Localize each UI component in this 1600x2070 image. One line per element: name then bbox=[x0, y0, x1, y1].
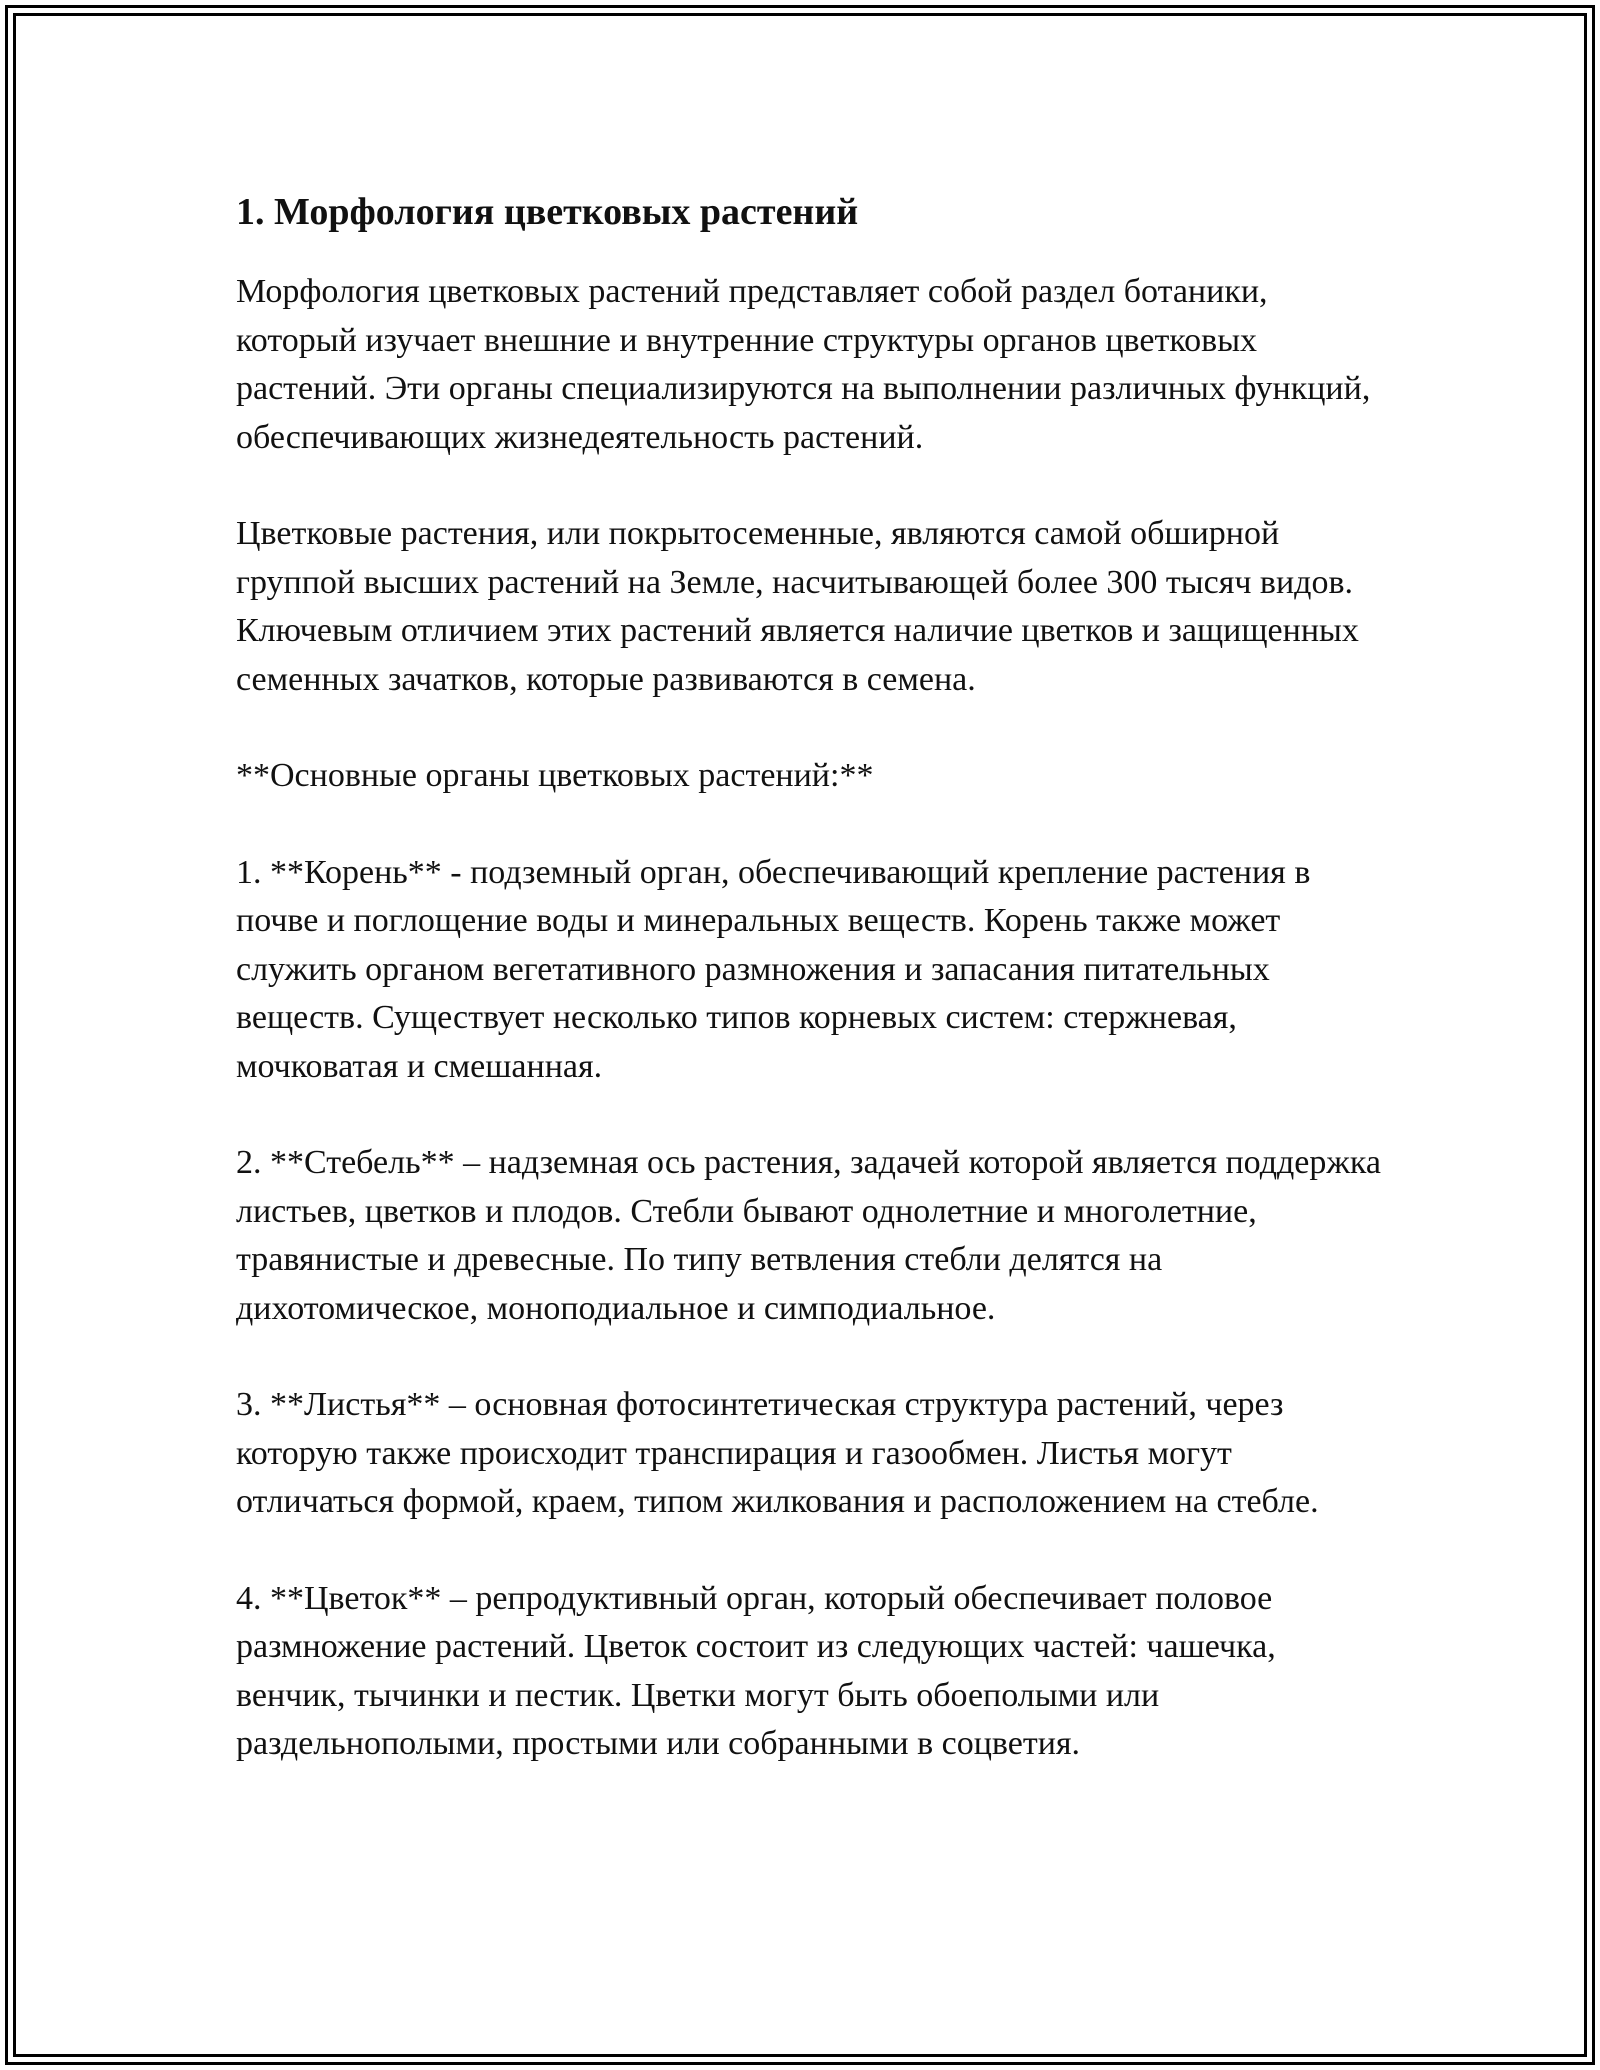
list-item-root: 1. **Корень** - подземный орган, обеспечивающий крепление растения в почве и поглощение воды и минеральных веществ. Корень также может служить органом вегетативного размножения и запасания питательных веществ. Существует несколько типов корневых систем: стержневая, мочковатая и смешанная. bbox=[236, 853, 1311, 1085]
document-title: 1. Морфология цветковых растений bbox=[236, 191, 859, 233]
intro-paragraph: Морфология цветковых растений представляет собой раздел ботаники, который изучает внешние и внутренние структуры органов цветковых растений. Эти органы специализируются на выполнении различных функций, обеспечивающих жизнедеятельность растений. bbox=[236, 273, 1371, 456]
list-item-leaves: 3. **Листья** – основная фотосинтетическая структура растений, через которую также происходит транспирация и газообмен. Листья могут отличаться формой, краем, типом жилкования и расположением на стебле. bbox=[236, 1386, 1319, 1520]
document-body bbox=[236, 186, 1386, 1817]
angiosperms-paragraph: Цветковые растения, или покрытосеменные, являются самой обширной группой высших растений на Земле, насчитывающей более 300 тысяч видов. Ключевым отличием этих растений является наличие цветков и защищенных семенных зачатков, которые развиваются в семена. bbox=[236, 515, 1359, 698]
list-item-flower: 4. **Цветок** – репродуктивный орган, который обеспечивает половое размножение растений. Цветок состоит из следующих частей: чашечка, венчик, тычинки и пестик. Цветки могут быть обоеполыми или раздельнополыми, простыми или собранными в соцветия. bbox=[236, 1579, 1276, 1762]
list-item-stem: 2. **Стебель** – надземная ось растения, задачей которой является поддержка листьев, цветков и плодов. Стебли бывают однолетние и многолетние, травянистые и древесные. По типу ветвления стебли делятся на дихотомическое, моноподиальное и симподиальное. bbox=[236, 1144, 1381, 1327]
organs-heading: **Основные органы цветковых растений:** bbox=[236, 757, 874, 794]
